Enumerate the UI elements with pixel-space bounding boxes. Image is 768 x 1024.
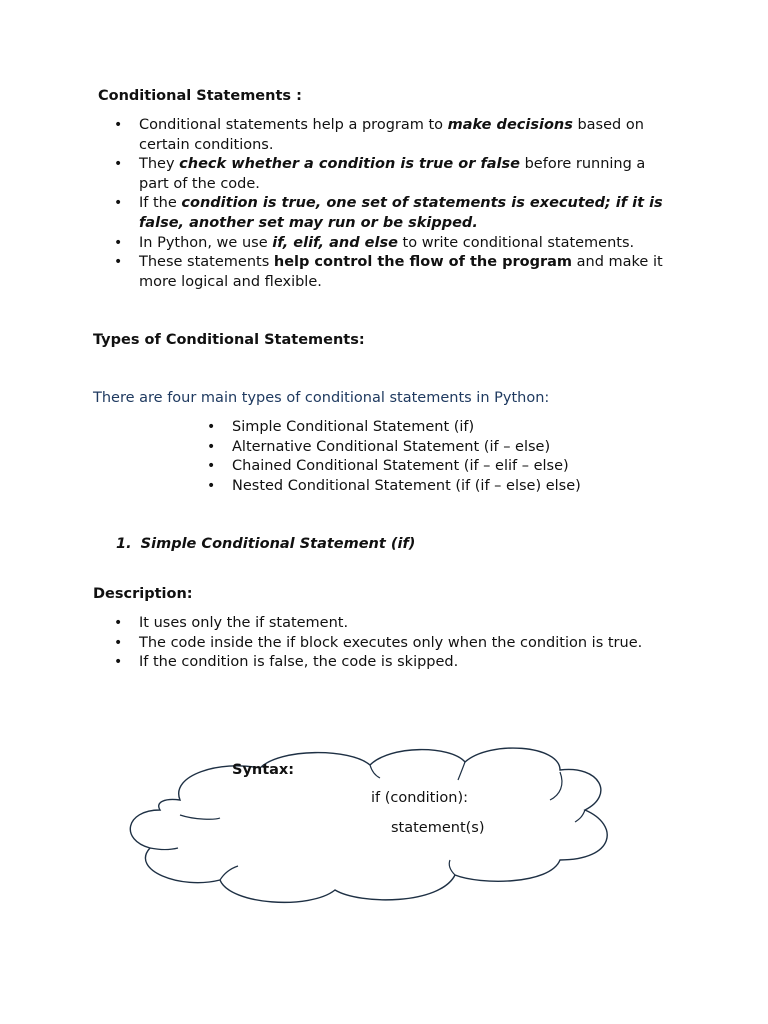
description-item-text: The code inside the if block executes only when the condition is true. bbox=[139, 634, 643, 651]
section-title-types: Types of Conditional Statements: bbox=[93, 332, 365, 348]
bullet-icon: • bbox=[207, 458, 216, 475]
list-item bbox=[207, 477, 652, 497]
list-item-text: help control the flow of the program bbox=[273, 254, 573, 271]
bullet-icon: • bbox=[114, 654, 123, 671]
bullet-icon: • bbox=[114, 156, 123, 173]
list-item-text: to write conditional statements. bbox=[397, 234, 635, 251]
syntax-line-if: if (condition): bbox=[371, 790, 468, 806]
list-item bbox=[207, 438, 652, 458]
syntax-label: Syntax: bbox=[232, 762, 295, 778]
conditional-statements-list bbox=[114, 116, 679, 292]
list-item-text: These statements bbox=[139, 254, 274, 271]
list-item-text: In Python, we use bbox=[139, 234, 273, 251]
list-item bbox=[114, 634, 659, 654]
list-item bbox=[114, 194, 679, 233]
subsection-number: 1. bbox=[116, 536, 132, 552]
description-label: Description: bbox=[93, 586, 193, 602]
type-item-text: Simple Conditional Statement (if) bbox=[232, 419, 475, 435]
list-item-text: if, elif, and else bbox=[272, 234, 398, 251]
list-item-text: Conditional statements help a program to bbox=[139, 117, 448, 133]
bullet-icon: • bbox=[207, 419, 216, 435]
subsection-heading bbox=[116, 536, 415, 552]
description-item-text: It uses only the if statement. bbox=[139, 615, 349, 631]
types-list bbox=[207, 418, 652, 496]
list-item-text: If the bbox=[139, 195, 182, 212]
type-item-text: Nested Conditional Statement (if (if – else) else) bbox=[232, 477, 581, 494]
subsection-title: Simple Conditional Statement (if) bbox=[140, 536, 416, 552]
type-item-text: Chained Conditional Statement (if – elif – else) bbox=[232, 458, 569, 475]
bullet-icon: • bbox=[114, 254, 123, 271]
bullet-icon: • bbox=[114, 634, 123, 651]
syntax-line-statement: statement(s) bbox=[391, 820, 485, 836]
bullet-icon: • bbox=[207, 477, 216, 494]
list-item-text: before running a part of the code. bbox=[139, 156, 646, 192]
syntax-cloud-shape bbox=[120, 740, 620, 910]
list-item bbox=[207, 418, 652, 438]
list-item-text: condition is true, one set of statements is executed; if it is false, another set may run or be skipped. bbox=[139, 195, 663, 231]
description-list bbox=[114, 614, 659, 673]
section-title-conditional-statements: Conditional Statements : bbox=[98, 88, 302, 104]
list-item bbox=[114, 155, 679, 194]
types-intro-text: There are four main types of conditional statements in Python: bbox=[93, 390, 550, 406]
description-item-text: If the condition is false, the code is skipped. bbox=[139, 654, 459, 671]
list-item-text: check whether a condition is true or false bbox=[179, 156, 520, 173]
list-item bbox=[114, 234, 679, 254]
list-item-text: and make it more logical and flexible. bbox=[139, 254, 663, 290]
list-item bbox=[114, 653, 659, 673]
list-item-text: based on certain conditions. bbox=[139, 117, 644, 153]
bullet-icon: • bbox=[114, 195, 123, 212]
bullet-icon: • bbox=[114, 615, 123, 631]
type-item-text: Alternative Conditional Statement (if – else) bbox=[232, 438, 551, 455]
list-item bbox=[114, 116, 679, 155]
bullet-icon: • bbox=[114, 234, 123, 251]
list-item-text: make decisions bbox=[447, 117, 573, 133]
bullet-icon: • bbox=[114, 117, 123, 133]
list-item-text: They bbox=[139, 156, 180, 173]
list-item bbox=[207, 457, 652, 477]
bullet-icon: • bbox=[207, 438, 216, 455]
list-item bbox=[114, 614, 659, 634]
list-item bbox=[114, 253, 679, 292]
